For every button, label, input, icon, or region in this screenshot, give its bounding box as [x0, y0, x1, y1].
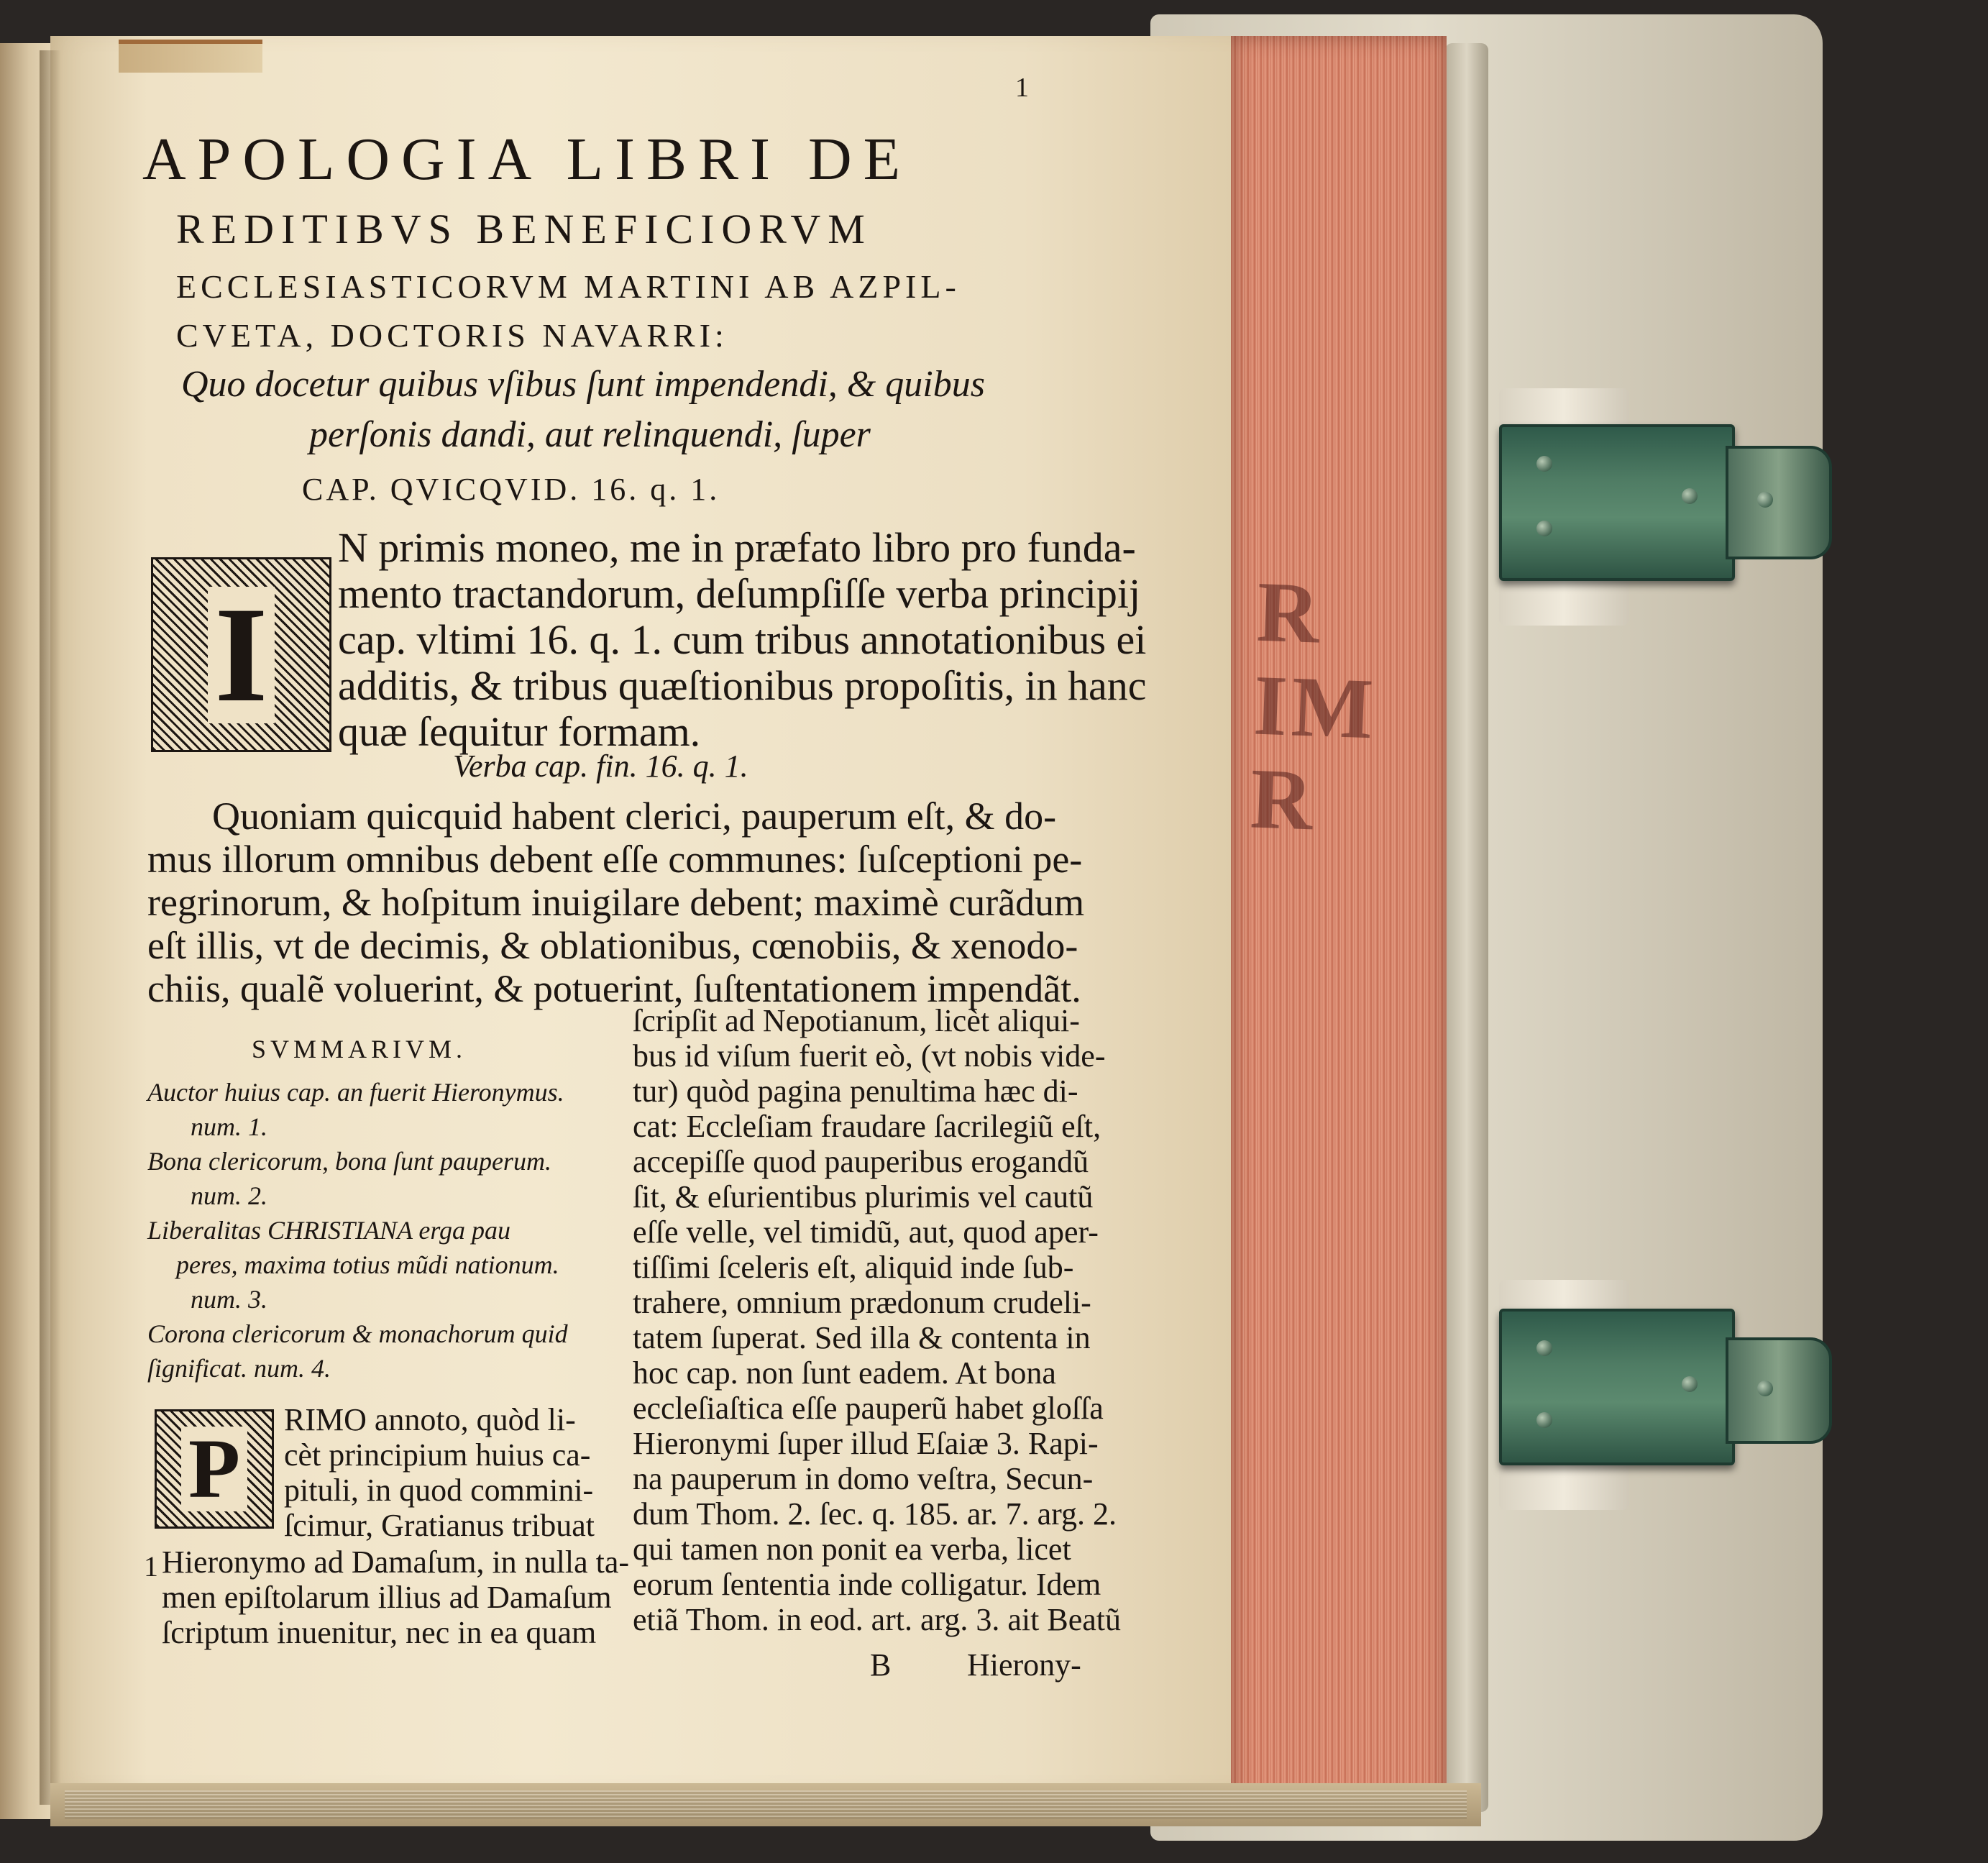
- right-column-line: eſſe velle, vel timidũ, aut, quod aper-: [633, 1214, 1099, 1250]
- verba-line: eſt illis, vt de decimis, & oblationibus, cœnobiis, & xenodo-: [147, 924, 1078, 967]
- intro-line: quæ ſequitur formam.: [338, 708, 701, 755]
- summarium-item: peres, maxima totius mũdi nationum.: [176, 1250, 559, 1279]
- right-column-line: Hieronymi ſuper illud Eſaiæ 3. Rapi-: [633, 1426, 1099, 1461]
- right-column-line: hoc cap. non ſunt eadem. At bona: [633, 1355, 1056, 1391]
- margin-number: 1: [144, 1550, 158, 1583]
- right-column-line: eorum ſententia inde colligatur. Idem: [633, 1567, 1101, 1602]
- summarium-item: ſignificat. num. 4.: [147, 1354, 331, 1383]
- upper-clasp-icon[interactable]: [1499, 424, 1735, 581]
- intro-line: additis, & tribus quæſtionibus propoſitis, in hanc: [338, 662, 1147, 709]
- verba-line: mus illorum omnibus debent eſſe communes: ſuſceptioni pe-: [147, 838, 1083, 881]
- page-corner-tab: [119, 40, 262, 73]
- book-cover-edge: [1445, 43, 1488, 1812]
- rivet-icon: [1536, 1340, 1552, 1356]
- left-column-line: RIMO annoto, quòd li-: [284, 1402, 576, 1437]
- summarium-heading: SVMMARIVM.: [252, 1035, 467, 1063]
- right-column-line: ſcripſit ad Nepotianum, licèt aliqui-: [633, 1003, 1080, 1038]
- fore-edge-stamp: R IM R: [1248, 563, 1379, 848]
- summarium-item: Bona clericorum, bona ſunt pauperum.: [147, 1147, 551, 1176]
- summarium-item: Corona clericorum & monachorum quid: [147, 1319, 568, 1348]
- lower-clasp-hook-icon[interactable]: [1726, 1337, 1832, 1444]
- summarium-item: Liberalitas CHRISTIANA erga pau: [147, 1216, 511, 1245]
- verba-paragraph: [147, 795, 1084, 1010]
- right-column-line: qui tamen non ponit ea verba, licet: [633, 1532, 1071, 1567]
- verba-line: regrinorum, & hoſpitum inuigilare debent; maximè curãdum: [147, 881, 1085, 924]
- right-column: [633, 1003, 1121, 1637]
- intro-line: cap. vltimi 16. q. 1. cum tribus annotationibus ei: [338, 616, 1147, 663]
- catchword: Hierony-: [967, 1647, 1081, 1683]
- summarium-list: [147, 1075, 608, 1386]
- rivet-icon: [1682, 1376, 1698, 1392]
- left-column-line: ſcimur, Gratianus tribuat: [284, 1508, 595, 1543]
- left-column-line: men epiſtolarum illius ad Damaſum: [162, 1580, 612, 1615]
- left-column-line: pituli, in quod commini-: [284, 1473, 594, 1508]
- page-bottom-lines: [65, 1790, 1467, 1819]
- initial-letter-I: I: [208, 587, 275, 723]
- rivet-icon: [1757, 1381, 1773, 1396]
- right-column-line: na pauperum in domo veſtra, Secun-: [633, 1461, 1094, 1496]
- rivet-icon: [1536, 1412, 1552, 1428]
- rivet-icon: [1536, 521, 1552, 536]
- initial-letter-P: P: [181, 1427, 247, 1511]
- summarium-item: num. 1.: [191, 1112, 267, 1141]
- title-line-1: APOLOGIA LIBRI DE: [142, 126, 912, 193]
- verba-line: Quoniam quicquid habent clerici, pauperum eſt, & do-: [212, 795, 1057, 838]
- summarium-item: Auctor huius cap. an fuerit Hieronymus.: [147, 1078, 564, 1107]
- title-line-4: CVETA, DOCTORIS NAVARRI:: [176, 317, 728, 354]
- right-column-line: ſit, & eſurientibus plurimis vel cautũ: [633, 1179, 1094, 1214]
- decorated-initial-P-icon: [155, 1409, 274, 1529]
- left-column-line: Hieronymo ad Damaſum, in nulla ta-: [162, 1544, 630, 1580]
- verba-line: chiis, qualẽ voluerint, & potuerint, ſuſtentationem impendãt.: [147, 967, 1081, 1010]
- left-column-line: ſcriptum inuenitur, nec in ea quam: [162, 1615, 597, 1650]
- summarium-item: num. 3.: [191, 1285, 267, 1314]
- book-gutter: [40, 50, 61, 1805]
- left-column-line: cèt principium huius ca-: [284, 1437, 591, 1473]
- subtitle-line-2: perſonis dandi, aut relinquendi, ſuper: [309, 414, 871, 455]
- lower-clasp-icon[interactable]: [1499, 1309, 1735, 1465]
- intro-line: mento tractandorum, deſumpſiſſe verba principij: [338, 570, 1141, 617]
- folio-number: 1: [1015, 73, 1029, 103]
- intro-paragraph: [338, 525, 1147, 755]
- right-column-line: tatem ſuperat. Sed illa & contenta in: [633, 1320, 1091, 1355]
- signature-mark: B: [870, 1647, 892, 1683]
- right-column-line: bus id viſum fuerit eò, (vt nobis vide-: [633, 1038, 1106, 1074]
- title-line-2: REDITIBVS BENEFICIORVM: [176, 206, 872, 252]
- rivet-icon: [1757, 492, 1773, 508]
- verba-heading: Verba cap. fin. 16. q. 1.: [453, 749, 748, 784]
- decorated-initial-I-icon: [151, 557, 331, 752]
- left-column-tail: [162, 1544, 629, 1650]
- intro-line: N primis moneo, me in præfato libro pro funda-: [338, 524, 1136, 571]
- subtitle-line-3: CAP. QVICQVID. 16. q. 1.: [302, 472, 720, 507]
- rivet-icon: [1682, 488, 1698, 504]
- right-column-line: tur) quòd pagina penultima hæc di-: [633, 1074, 1078, 1109]
- right-column-line: trahere, omnium prædonum crudeli-: [633, 1285, 1091, 1320]
- right-column-line: dum Thom. 2. ſec. q. 185. ar. 7. arg. 2.: [633, 1496, 1117, 1532]
- right-column-line: eccleſiaſtica eſſe pauperũ habet gloſſa: [633, 1391, 1104, 1426]
- left-column-head: [284, 1402, 595, 1543]
- subtitle-line-1: Quo docetur quibus vſibus ſunt impendendi, & quibus: [181, 364, 985, 405]
- rivet-icon: [1536, 456, 1552, 472]
- title-line-3: ECCLESIASTICORVM MARTINI AB AZPIL-: [176, 268, 961, 305]
- summarium-item: num. 2.: [191, 1181, 267, 1210]
- right-column-line: accepiſſe quod pauperibus erogandũ: [633, 1144, 1089, 1179]
- upper-clasp-hook-icon[interactable]: [1726, 446, 1832, 559]
- right-column-line: tiſſimi ſceleris eſt, aliquid inde ſub-: [633, 1250, 1074, 1285]
- right-column-line: cat: Eccleſiam fraudare ſacrilegiũ eſt,: [633, 1109, 1101, 1144]
- right-column-line: etiã Thom. in eod. art. arg. 3. ait Beatũ: [633, 1602, 1121, 1637]
